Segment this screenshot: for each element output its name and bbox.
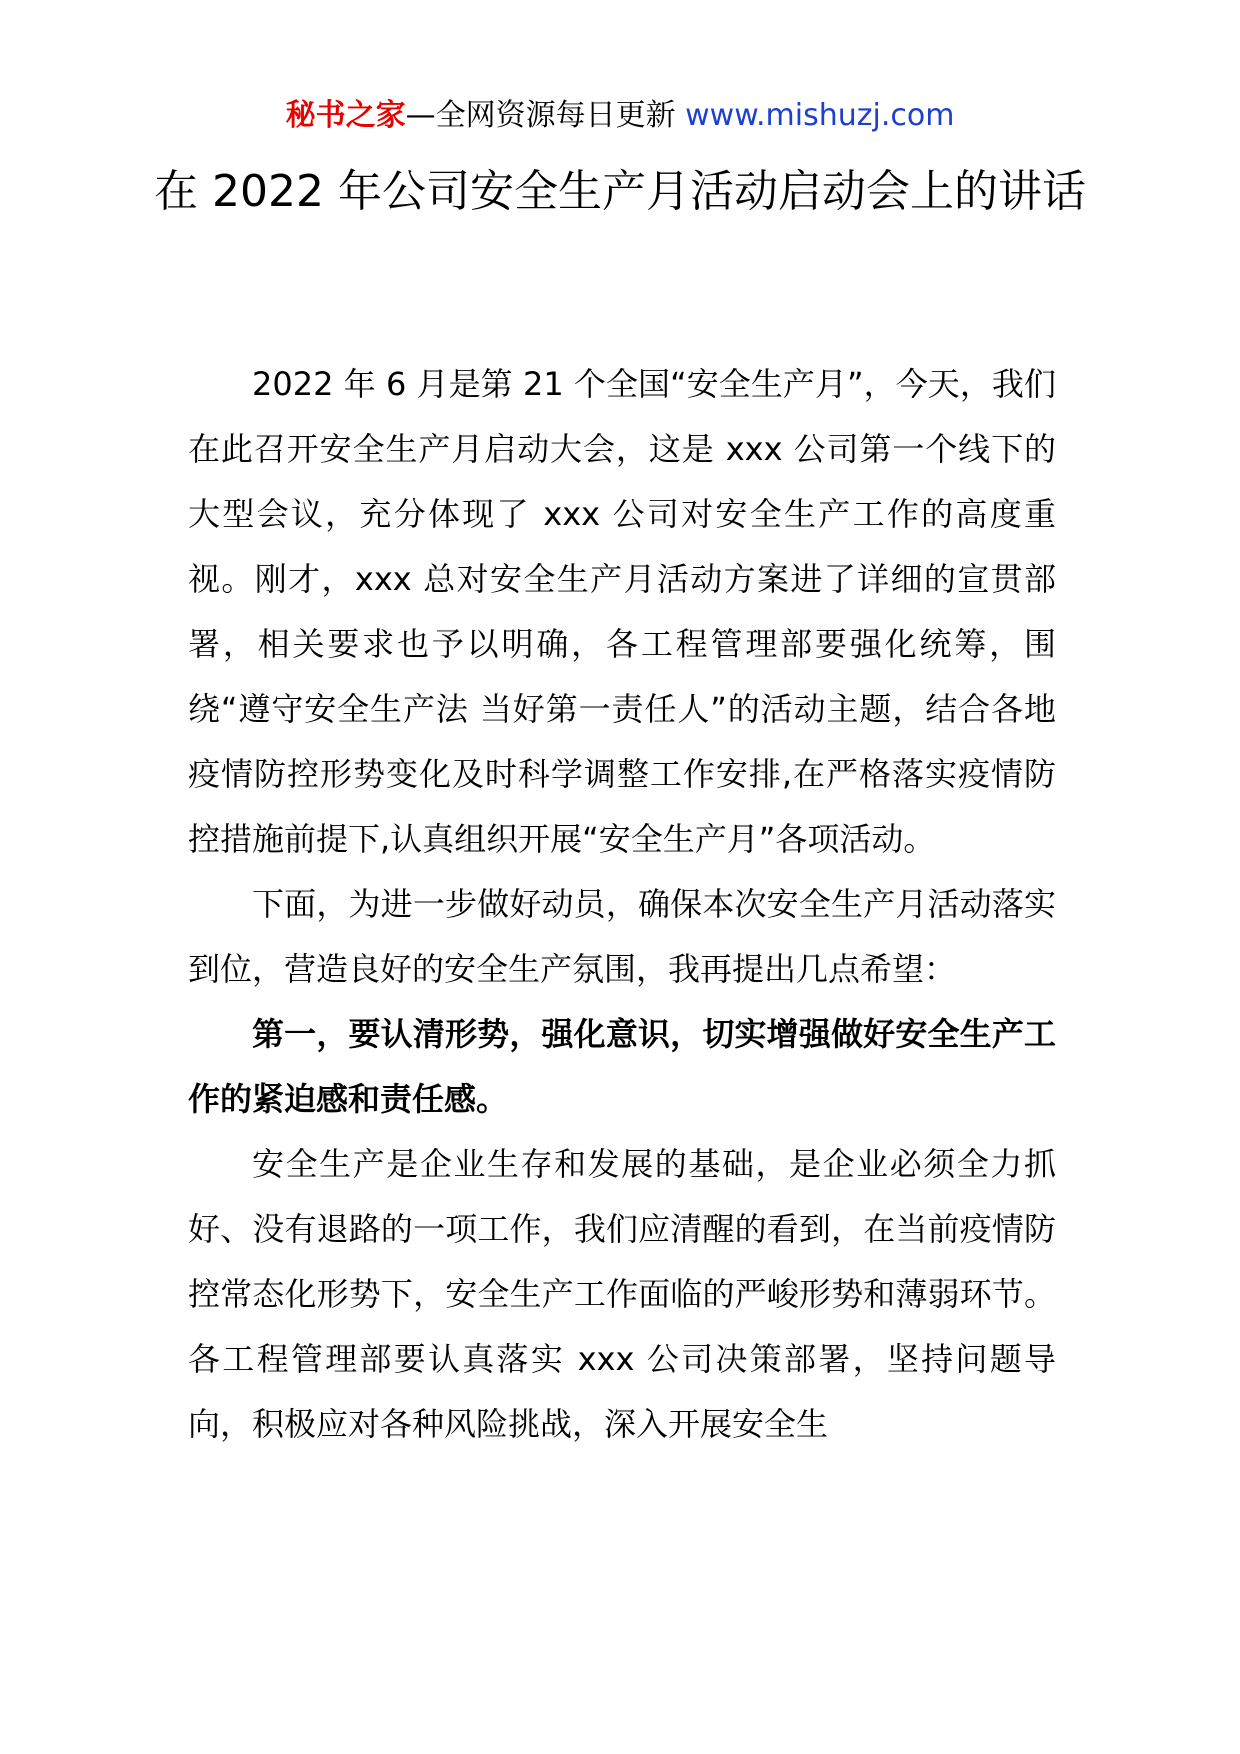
document-title: 在 2022 年公司安全生产月活动启动会上的讲话 xyxy=(154,166,1086,217)
paragraph-intro: 2022 年 6 月是第 21 个全国“安全生产月”，今天，我们在此召开安全生产月启动大会，这是 xxx 公司第一个线下的大型会议，充分体现了 xxx 公司对安全生产工作的高度重视。刚才，xxx 总对安全生产月活动方案进了详细的宣贯部署，相关要求也予以明确，各工程管理部要强化统筹，围绕“遵守安全生产法 当好第一责任人”的活动主题，结合各地疫情防控形势变化及时科学调整工作安排,在严格落实疫情防控措施前提下,认真组织开展“安全生产月”各项活动。 xyxy=(188,365,1056,858)
paragraph-safety-basis: 安全生产是企业生存和发展的基础，是企业必须全力抓好、没有退路的一项工作，我们应清醒的看到，在当前疫情防控常态化形势下，安全生产工作面临的严峻形势和薄弱环节。各工程管理部要认真落实 xxx 公司决策部署，坚持问题导向，积极应对各种风险挑战，深入开展安全生 xyxy=(188,1145,1056,1443)
site-header xyxy=(0,96,1240,136)
site-url-link[interactable]: www.mishuzj.com xyxy=(685,98,955,133)
brand-name: 秘书之家 xyxy=(285,98,406,133)
paragraph-transition: 下面，为进一步做好动员，确保本次安全生产月活动落实到位，营造良好的安全生产氛围，我再提出几点希望： xyxy=(188,885,1056,988)
section-heading-first: 第一，要认清形势，强化意识，切实增强做好安全生产工作的紧迫感和责任感。 xyxy=(188,1015,1056,1118)
header-tagline: —全网资源每日更新 xyxy=(405,98,686,133)
document-body xyxy=(188,352,1056,1457)
